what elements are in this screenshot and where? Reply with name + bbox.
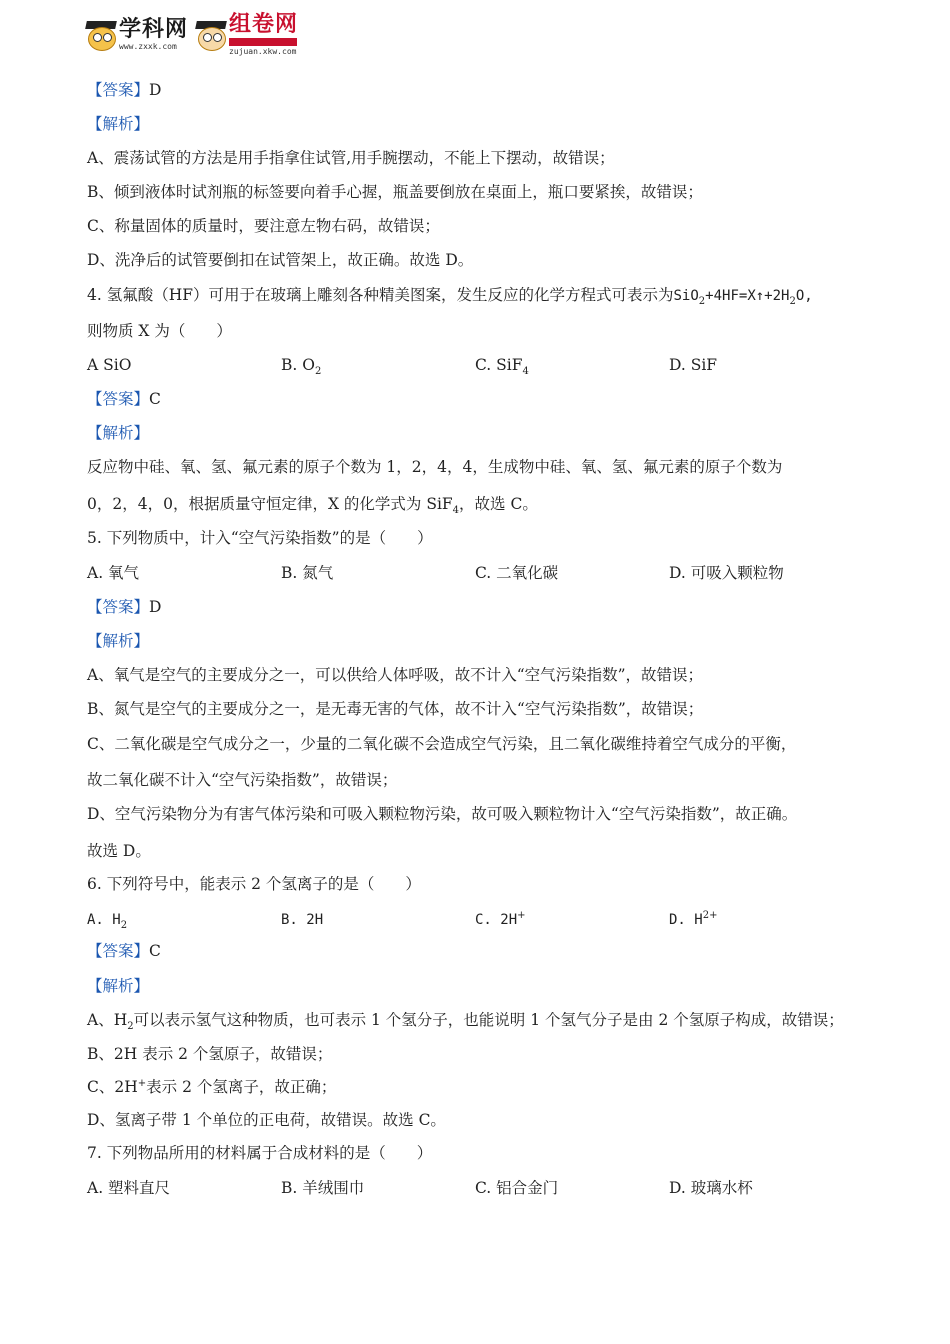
option-sup: 2+ xyxy=(702,909,718,921)
option-text: C. SiF xyxy=(475,356,523,374)
student-mascot-icon xyxy=(196,17,226,53)
option-text: A. H xyxy=(87,912,121,928)
option-text: A SiO xyxy=(87,356,132,374)
option-text: B. O xyxy=(281,356,315,374)
q6-option-c xyxy=(475,909,526,930)
q6-analysis-sub: 2 xyxy=(127,1021,134,1033)
q5-analysis-line: C、二氧化碳是空气成分之一，少量的二氧化碳不会造成空气污染，且二氧化碳维持着空气成分的平衡， xyxy=(87,735,797,753)
q7-option-b: B. 羊绒围巾 xyxy=(281,1179,365,1197)
q6-analysis-label: 【解析】 xyxy=(87,977,150,995)
q5-stem: 5. 下列物质中，计入“空气污染指数”的是（ ） xyxy=(87,529,433,547)
q3-answer-value: D xyxy=(149,81,162,99)
zujuan-logo-slogan-bar xyxy=(229,38,297,46)
q5-option-b: B. 氮气 xyxy=(281,564,334,582)
answer-label: 【答案】 xyxy=(87,390,150,408)
q4-eq-part: +4HF=X↑+2H xyxy=(705,288,790,304)
q6-option-a xyxy=(87,909,127,930)
q3-analysis-line: C、称量固体的质量时，要注意左物右码，故错误； xyxy=(87,217,440,235)
q4-analysis-label: 【解析】 xyxy=(87,424,150,442)
q4-stem-line2: 则物质 X 为（ ） xyxy=(87,322,232,340)
q6-analysis-line: D、氢离子带 1 个单位的正电荷，故错误。故选 C。 xyxy=(87,1111,446,1129)
q3-analysis-line: A、震荡试管的方法是用手指拿住试管,用手腕摆动，不能上下摆动，故错误； xyxy=(87,149,615,167)
zxxk-logo xyxy=(86,17,188,53)
q3-analysis-line: D、洗净后的试管要倒扣在试管架上，故正确。故选 D。 xyxy=(87,251,474,269)
q4-answer xyxy=(87,389,161,409)
q7-stem: 7. 下列物品所用的材料属于合成材料的是（ ） xyxy=(87,1144,433,1162)
q6-analysis-line xyxy=(87,1010,844,1033)
option-text: C. 2H xyxy=(475,912,518,928)
q6-analysis-line xyxy=(87,1077,336,1097)
q7-option-c: C. 铝合金门 xyxy=(475,1179,559,1197)
zujuan-logo xyxy=(196,14,298,56)
zujuan-logo-text: 组卷网 xyxy=(229,12,299,37)
q5-analysis-line: D、空气污染物分为有害气体污染和可吸入颗粒物污染，故可吸入颗粒物计入“空气污染指数”，故正确。 xyxy=(87,805,798,823)
option-text: B. 2H xyxy=(281,912,324,928)
q5-analysis-line: A、氧气是空气的主要成分之一，可以供给人体呼吸，故不计入“空气污染指数”，故错误； xyxy=(87,666,704,684)
answer-label: 【答案】 xyxy=(87,942,150,960)
q4-option-c xyxy=(475,355,529,378)
q4-analysis-text: 0，2，4，0，根据质量守恒定律，X 的化学式为 SiF xyxy=(87,495,453,513)
q4-option-b xyxy=(281,355,322,378)
q7-option-d: D. 玻璃水杯 xyxy=(669,1179,753,1197)
q4-eq-part: SiO xyxy=(673,288,699,304)
q5-option-a: A. 氧气 xyxy=(87,564,140,582)
q3-analysis-label: 【解析】 xyxy=(87,115,150,133)
q5-analysis-line: 故二氧化碳不计入“空气污染指数”，故错误； xyxy=(87,771,398,789)
option-sub: 4 xyxy=(522,366,529,378)
q6-option-d xyxy=(669,909,717,930)
option-sub: 2 xyxy=(314,366,322,378)
q3-analysis-line: B、倾到液体时试剂瓶的标签要向着手心握，瓶盖要倒放在桌面上，瓶口要紧挨，故错误； xyxy=(87,183,703,201)
q4-analysis-line xyxy=(87,494,538,517)
q4-analysis-sub: 4 xyxy=(452,505,460,517)
q5-analysis-label: 【解析】 xyxy=(87,632,150,650)
q5-option-d: D. 可吸入颗粒物 xyxy=(669,564,784,582)
q4-analysis-line: 反应物中硅、氧、氢、氟元素的原子个数为 1，2，4，4，生成物中硅、氧、氢、氟元素的原子个数为 xyxy=(87,458,783,476)
q4-option-d xyxy=(669,355,717,375)
q4-eq-sub: 2 xyxy=(789,296,796,308)
q4-answer-value: C xyxy=(149,390,161,408)
q4-eq-part: O, xyxy=(795,288,813,304)
answer-label: 【答案】 xyxy=(87,598,150,616)
zxxk-logo-url: www.zxxk.com xyxy=(119,42,177,51)
option-sup: + xyxy=(517,909,526,921)
header-logos xyxy=(86,12,306,58)
answer-label: 【答案】 xyxy=(87,81,150,99)
q6-analysis-text: 表示 2 个氢离子，故正确； xyxy=(146,1078,337,1096)
zxxk-logo-text: 学科网 xyxy=(119,17,189,42)
option-sub: 2 xyxy=(120,920,128,932)
option-text: D. H xyxy=(669,912,703,928)
q6-analysis-sup: + xyxy=(137,1077,147,1089)
q5-answer-value: D xyxy=(149,598,162,616)
q6-analysis-text: C、2H xyxy=(87,1078,138,1096)
q4-analysis-text: ，故选 C。 xyxy=(459,495,538,513)
owl-mascot-icon xyxy=(86,17,116,53)
q6-analysis-text: 可以表示氢气这种物质，也可表示 1 个氢分子，也能说明 1 个氢气分子是由 2 个氢原子构成，故错误； xyxy=(133,1011,844,1029)
q4-stem-line1 xyxy=(87,285,813,306)
q4-option-a xyxy=(87,355,131,375)
zujuan-logo-url: zujuan.xkw.com xyxy=(229,47,297,56)
q6-analysis-text: A、H xyxy=(87,1011,128,1029)
q6-answer xyxy=(87,941,161,961)
q5-analysis-line: 故选 D。 xyxy=(87,842,151,860)
q6-stem: 6. 下列符号中，能表示 2 个氢离子的是（ ） xyxy=(87,875,421,893)
q6-option-b xyxy=(281,909,323,930)
q6-analysis-line: B、2H 表示 2 个氢原子，故错误； xyxy=(87,1045,333,1063)
q5-analysis-line: B、氮气是空气的主要成分之一，是无毒无害的气体，故不计入“空气污染指数”，故错误； xyxy=(87,700,704,718)
q4-eq-sub: 2 xyxy=(698,296,706,308)
q5-option-c: C. 二氧化碳 xyxy=(475,564,559,582)
q5-answer xyxy=(87,597,161,617)
q3-answer xyxy=(87,80,161,100)
q7-option-a: A. 塑料直尺 xyxy=(87,1179,171,1197)
q6-answer-value: C xyxy=(149,942,161,960)
q4-stem-text: 4. 氢氟酸（HF）可用于在玻璃上雕刻各种精美图案，发生反应的化学方程式可表示为 xyxy=(87,286,674,304)
option-text: D. SiF xyxy=(669,356,718,374)
